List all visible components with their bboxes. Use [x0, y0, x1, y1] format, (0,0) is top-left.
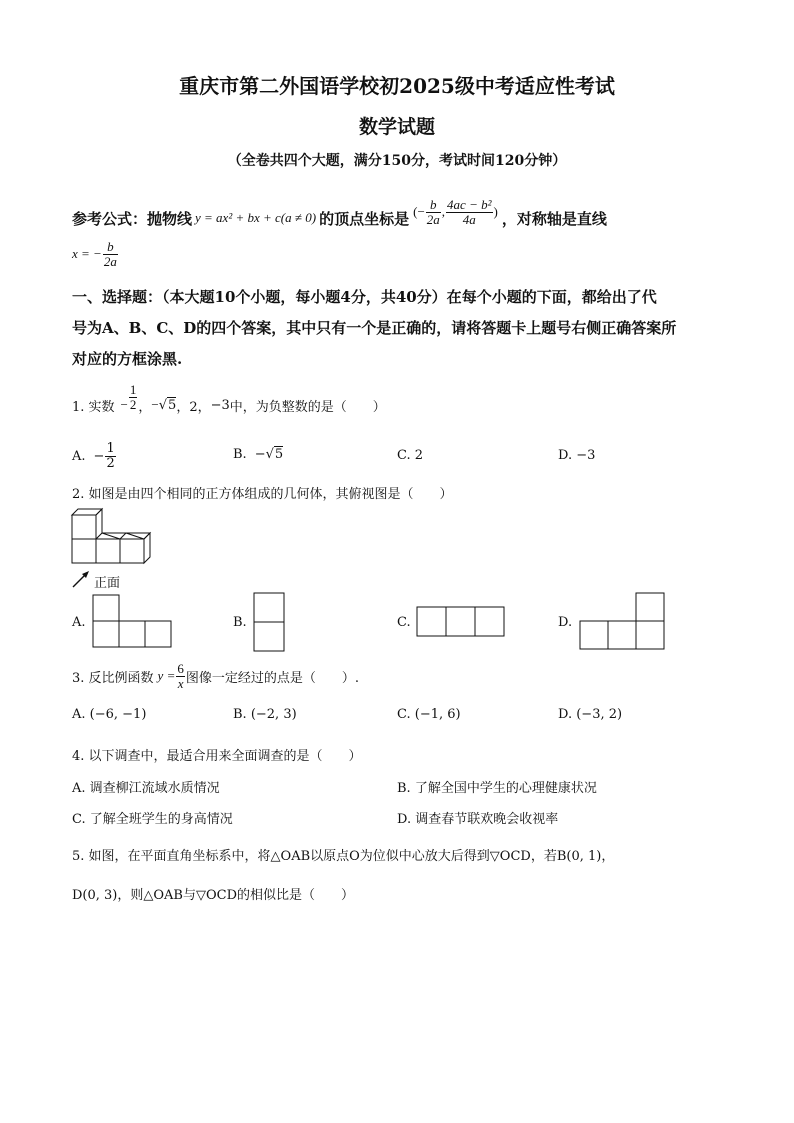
q3-option-d[interactable]: D. (−3, 2): [558, 707, 623, 722]
formula-mid: 的顶点坐标是: [319, 209, 410, 228]
q3-option-c[interactable]: C. (−1, 6): [397, 707, 461, 722]
q4-option-a[interactable]: A. 调查柳江流域水质情况: [72, 781, 220, 796]
exam-title: 重庆市第二外国语学校初2025级中考适应性考试: [179, 74, 615, 98]
q2-option-c-figure: [416, 606, 508, 638]
front-label: 正面: [94, 576, 121, 591]
q1-option-a[interactable]: A. − $\frac{1}{2}$: [72, 440, 115, 471]
q1-option-c[interactable]: C. 2: [397, 448, 424, 463]
cube-figure: [66, 505, 158, 575]
q2-option-a[interactable]: A.: [72, 615, 86, 630]
exam-note: （全卷共四个大题，满分150分，考试时间120分钟）: [227, 153, 567, 169]
formula-lead: 参考公式：抛物线: [72, 209, 193, 228]
q2-option-c[interactable]: C.: [397, 615, 411, 630]
question-5-line1: 5. 如图，在平面直角坐标系中，将△OAB以原点O为位似中心放大后得到▽OCD，若B(0, 1)，: [72, 849, 615, 864]
question-3: 3. 反比例函数 y = $\frac{6}{x}$ 图像一定经过的点是（ ）.: [72, 660, 359, 691]
q2-option-a-figure: [92, 594, 174, 650]
question-5-line2: D(0, 3)，则△OAB与▽OCD的相似比是（ ）: [72, 888, 354, 903]
q1-option-d[interactable]: D. −3: [558, 448, 596, 463]
q4-option-b[interactable]: B. 了解全国中学生的心理健康状况: [397, 781, 597, 796]
arrow-icon: [70, 568, 92, 590]
exam-subtitle: 数学试题: [358, 116, 435, 138]
q3-option-a[interactable]: A. (−6, −1): [72, 707, 147, 722]
section1-line1: 一、选择题：（本大题10个小题，每小题4分，共40分）在每个小题的下面，都给出了代: [72, 288, 657, 306]
q2-option-d[interactable]: D.: [558, 615, 573, 630]
section1-line3: 对应的方框涂黑.: [72, 350, 183, 368]
q4-option-c[interactable]: C. 了解全班学生的身高情况: [72, 812, 233, 827]
section1-line2: 号为A、B、C、D的四个答案，其中只有一个是正确的，请将答题卡上题号右侧正确答案所: [72, 319, 677, 337]
question-4: 4. 以下调查中，最适合用来全面调查的是（ ）: [72, 749, 362, 764]
q2-option-b[interactable]: B.: [233, 615, 247, 630]
question-2: 2. 如图是由四个相同的正方体组成的几何体，其俯视图是（ ）: [72, 487, 453, 502]
q1-option-b[interactable]: B. − √ 5: [233, 446, 284, 462]
reference-formula: [72, 196, 607, 240]
parabola-equation: y = ax² + bx + c(a ≠ 0): [195, 210, 317, 225]
axis-of-symmetry: x = − $\frac{b}{2a}$: [72, 239, 117, 269]
formula-tail: ，对称轴是直线: [501, 209, 607, 228]
question-1: 1. 实数 − $\frac{1}{2}$ ， − √ 5 ，2， −3 中，为负整数的是（ ）: [72, 381, 386, 415]
q3-option-b[interactable]: B. (−2, 3): [233, 707, 297, 722]
q4-option-d[interactable]: D. 调查春节联欢晚会收视率: [397, 812, 559, 827]
vertex-coordinates: (− $\frac{b}{2a}$ , $\frac{\text{4ac − b²}}{4a}$ ): [413, 196, 498, 227]
q2-option-d-figure: [579, 592, 667, 652]
q2-option-b-figure: [253, 592, 287, 654]
